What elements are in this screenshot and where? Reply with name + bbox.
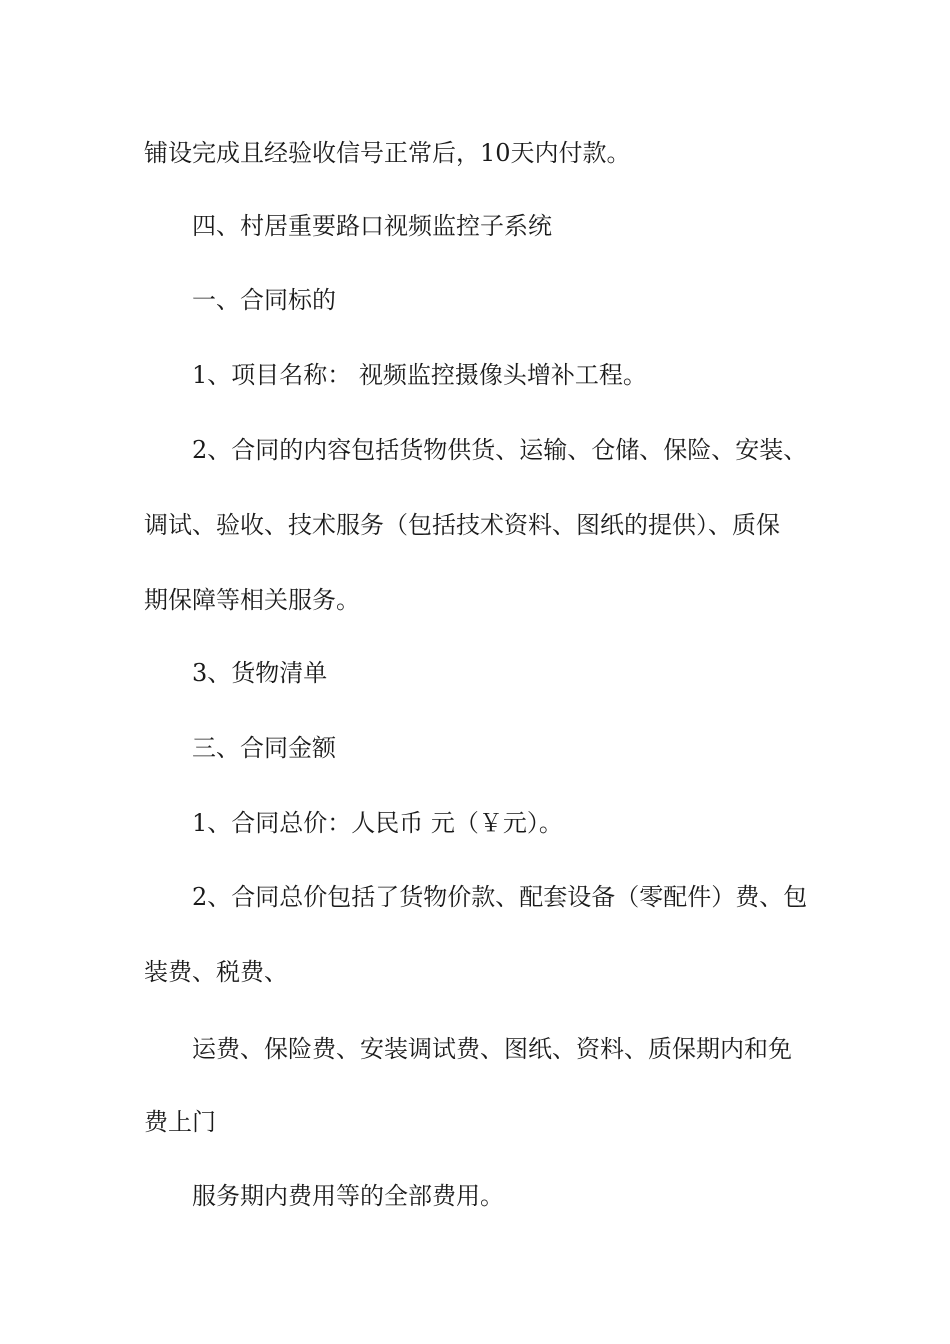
item-contract-content-line-1: 2、合同的内容包括货物供货、运输、仓储、保险、安装、 [192, 436, 808, 464]
item-price-includes-line-4: 费上门 [144, 1108, 216, 1136]
heading-contract-amount: 三、合同金额 [192, 734, 336, 762]
item-price-includes-line-1: 2、合同总价包括了货物价款、配套设备（零配件）费、包 [192, 883, 808, 911]
item-goods-list: 3、货物清单 [192, 659, 328, 687]
item-price-includes-line-3: 运费、保险费、安装调试费、图纸、资料、质保期内和免 [192, 1035, 792, 1063]
item-contract-content-line-2: 调试、验收、技术服务（包括技术资料、图纸的提供）、质保 [144, 511, 780, 539]
item-total-price: 1、合同总价：人民币 元（￥元）。 [192, 809, 563, 837]
section-heading-village-surveillance: 四、村居重要路口视频监控子系统 [192, 212, 552, 240]
heading-contract-subject: 一、合同标的 [192, 286, 336, 314]
paragraph-line-payment-terms: 铺设完成且经验收信号正常后，10天内付款。 [144, 139, 631, 167]
item-contract-content-line-3: 期保障等相关服务。 [144, 586, 360, 614]
item-price-includes-line-5: 服务期内费用等的全部费用。 [192, 1182, 504, 1210]
item-project-name: 1、项目名称： 视频监控摄像头增补工程。 [192, 361, 647, 389]
item-price-includes-line-2: 装费、税费、 [144, 958, 288, 986]
